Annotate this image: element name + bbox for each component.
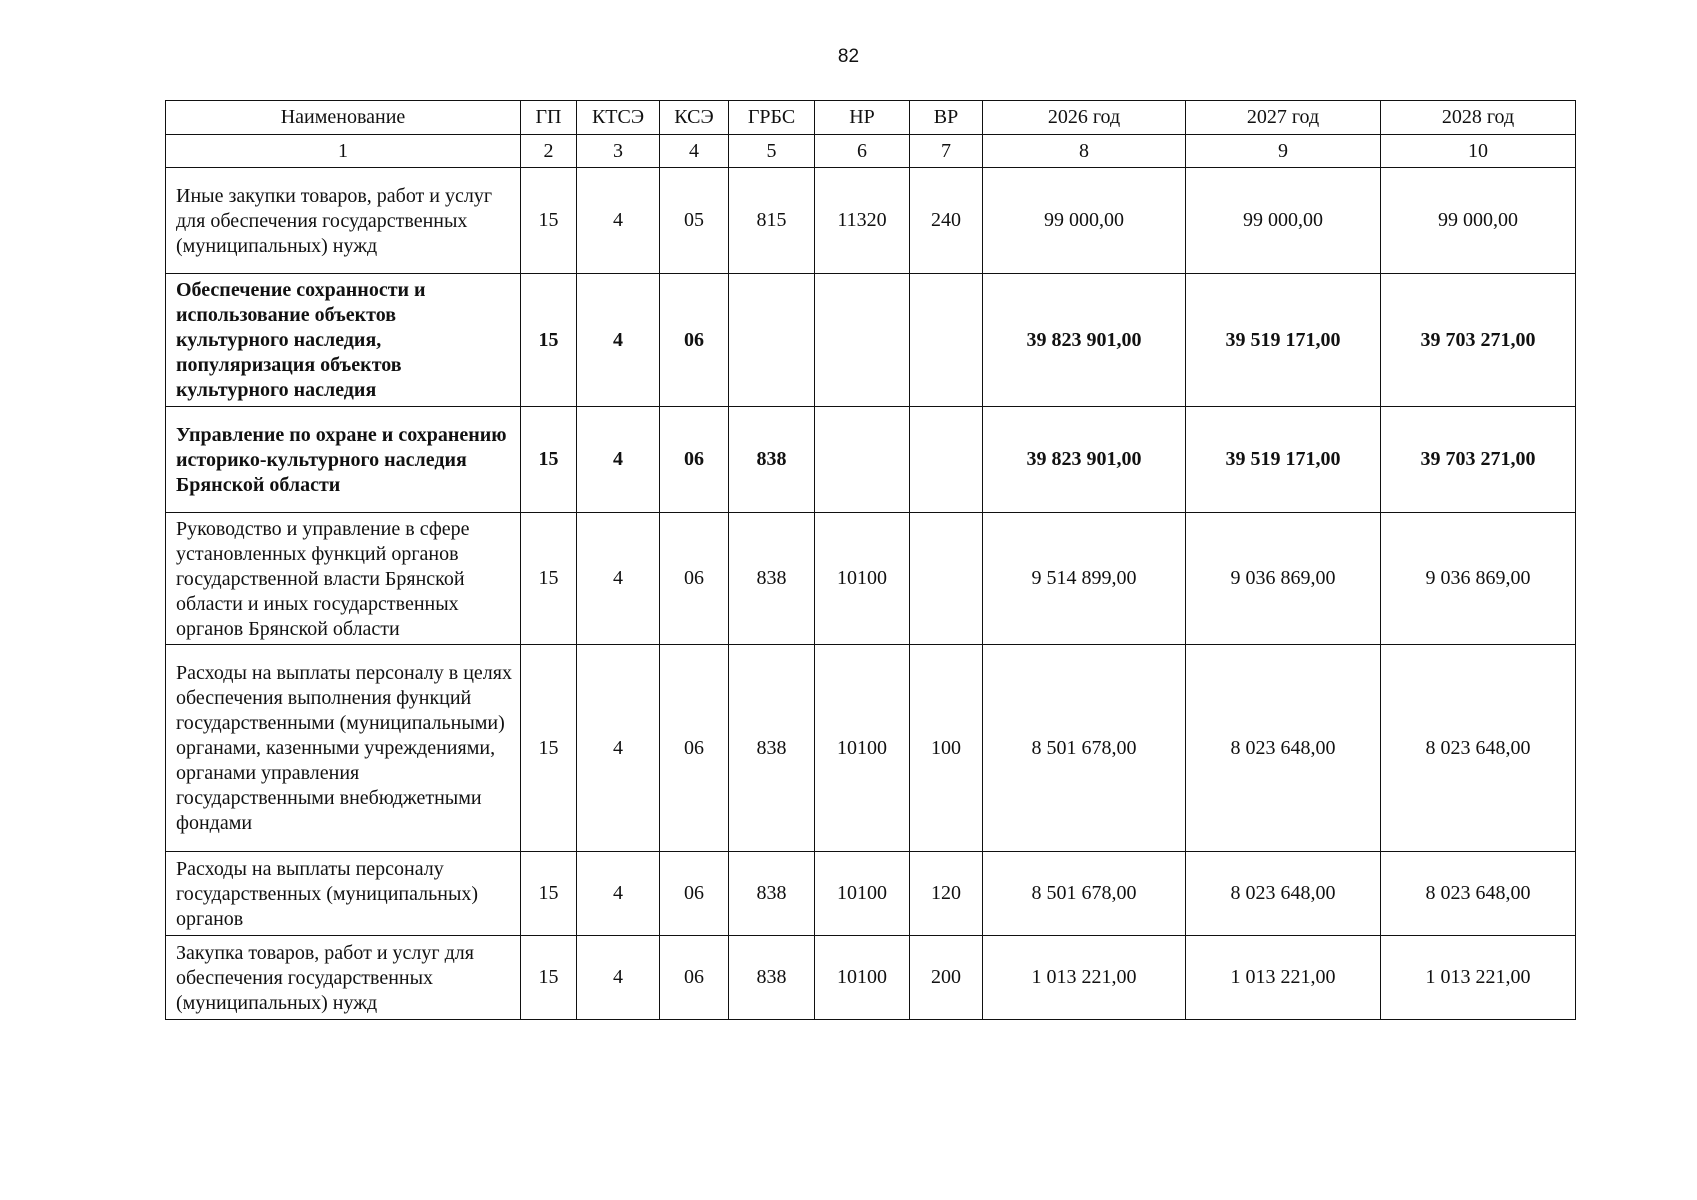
row-2028: 99 000,00 <box>1381 168 1576 274</box>
column-number: 7 <box>910 135 983 168</box>
row-2026: 39 823 901,00 <box>983 407 1186 513</box>
row-2027: 39 519 171,00 <box>1186 407 1381 513</box>
header-name: Наименование <box>166 101 521 135</box>
row-kse: 06 <box>660 513 729 645</box>
row-grbs: 838 <box>729 513 815 645</box>
header-2028: 2028 год <box>1381 101 1576 135</box>
row-name: Обеспечение сохранности и использование объектов культурного наследия, популяризация объектов культурного наследия <box>166 274 521 407</box>
row-nr: 10100 <box>815 645 910 852</box>
row-2026: 99 000,00 <box>983 168 1186 274</box>
row-nr <box>815 407 910 513</box>
row-2026: 39 823 901,00 <box>983 274 1186 407</box>
row-nr: 10100 <box>815 852 910 936</box>
header-nr: НР <box>815 101 910 135</box>
row-2026: 8 501 678,00 <box>983 852 1186 936</box>
row-gp: 15 <box>521 168 577 274</box>
table-row <box>166 852 1576 936</box>
row-grbs: 838 <box>729 852 815 936</box>
row-ktse: 4 <box>577 645 660 852</box>
row-ktse: 4 <box>577 168 660 274</box>
column-number: 4 <box>660 135 729 168</box>
row-2027: 8 023 648,00 <box>1186 852 1381 936</box>
column-number: 3 <box>577 135 660 168</box>
header-kse: КСЭ <box>660 101 729 135</box>
row-kse: 06 <box>660 852 729 936</box>
page-number: 82 <box>837 46 860 67</box>
row-gp: 15 <box>521 274 577 407</box>
row-vr <box>910 274 983 407</box>
row-2028: 9 036 869,00 <box>1381 513 1576 645</box>
table-row <box>166 168 1576 274</box>
row-name: Расходы на выплаты персоналу государственных (муниципальных) органов <box>166 852 521 936</box>
table-row <box>166 513 1576 645</box>
table-row <box>166 936 1576 1020</box>
row-2026: 8 501 678,00 <box>983 645 1186 852</box>
row-2028: 8 023 648,00 <box>1381 852 1576 936</box>
row-vr: 100 <box>910 645 983 852</box>
row-grbs: 838 <box>729 936 815 1020</box>
row-kse: 06 <box>660 645 729 852</box>
column-number: 10 <box>1381 135 1576 168</box>
row-2027: 8 023 648,00 <box>1186 645 1381 852</box>
row-ktse: 4 <box>577 274 660 407</box>
row-kse: 06 <box>660 407 729 513</box>
header-grbs: ГРБС <box>729 101 815 135</box>
column-number: 2 <box>521 135 577 168</box>
column-number: 5 <box>729 135 815 168</box>
header-gp: ГП <box>521 101 577 135</box>
row-grbs: 838 <box>729 407 815 513</box>
row-vr: 120 <box>910 852 983 936</box>
header-ktse: КТСЭ <box>577 101 660 135</box>
row-kse: 06 <box>660 274 729 407</box>
row-ktse: 4 <box>577 513 660 645</box>
column-number: 1 <box>166 135 521 168</box>
row-vr: 240 <box>910 168 983 274</box>
row-kse: 05 <box>660 168 729 274</box>
row-name: Руководство и управление в сфере установленных функций органов государственной власти Брянской области и иных государственных органов Брянской области <box>166 513 521 645</box>
table-row <box>166 274 1576 407</box>
row-2026: 9 514 899,00 <box>983 513 1186 645</box>
row-grbs: 838 <box>729 645 815 852</box>
row-gp: 15 <box>521 852 577 936</box>
header-vr: ВР <box>910 101 983 135</box>
row-nr: 10100 <box>815 513 910 645</box>
row-gp: 15 <box>521 407 577 513</box>
table-row <box>166 407 1576 513</box>
row-2028: 8 023 648,00 <box>1381 645 1576 852</box>
row-2027: 39 519 171,00 <box>1186 274 1381 407</box>
row-2027: 99 000,00 <box>1186 168 1381 274</box>
header-2027: 2027 год <box>1186 101 1381 135</box>
row-name: Иные закупки товаров, работ и услуг для обеспечения государственных (муниципальных) нужд <box>166 168 521 274</box>
column-number: 8 <box>983 135 1186 168</box>
row-2027: 9 036 869,00 <box>1186 513 1381 645</box>
row-2027: 1 013 221,00 <box>1186 936 1381 1020</box>
row-vr <box>910 513 983 645</box>
column-number: 9 <box>1186 135 1381 168</box>
row-2028: 39 703 271,00 <box>1381 407 1576 513</box>
header-row <box>166 101 1576 135</box>
row-2026: 1 013 221,00 <box>983 936 1186 1020</box>
row-2028: 39 703 271,00 <box>1381 274 1576 407</box>
row-nr: 11320 <box>815 168 910 274</box>
header-2026: 2026 год <box>983 101 1186 135</box>
row-ktse: 4 <box>577 407 660 513</box>
row-2028: 1 013 221,00 <box>1381 936 1576 1020</box>
row-ktse: 4 <box>577 852 660 936</box>
row-grbs: 815 <box>729 168 815 274</box>
row-gp: 15 <box>521 513 577 645</box>
table-row <box>166 645 1576 852</box>
row-nr: 10100 <box>815 936 910 1020</box>
row-ktse: 4 <box>577 936 660 1020</box>
row-vr: 200 <box>910 936 983 1020</box>
column-number: 6 <box>815 135 910 168</box>
row-name: Управление по охране и сохранению историко-культурного наследия Брянской области <box>166 407 521 513</box>
row-kse: 06 <box>660 936 729 1020</box>
row-name: Закупка товаров, работ и услуг для обеспечения государственных (муниципальных) нужд <box>166 936 521 1020</box>
row-name: Расходы на выплаты персоналу в целях обеспечения выполнения функций государственными (муниципальными) органами, казенными учреждениями, органами управления государственными внебюджетными фондами <box>166 645 521 852</box>
row-vr <box>910 407 983 513</box>
row-nr <box>815 274 910 407</box>
row-gp: 15 <box>521 936 577 1020</box>
row-gp: 15 <box>521 645 577 852</box>
budget-table <box>165 100 1576 1020</box>
column-number-row <box>166 135 1576 168</box>
row-grbs <box>729 274 815 407</box>
